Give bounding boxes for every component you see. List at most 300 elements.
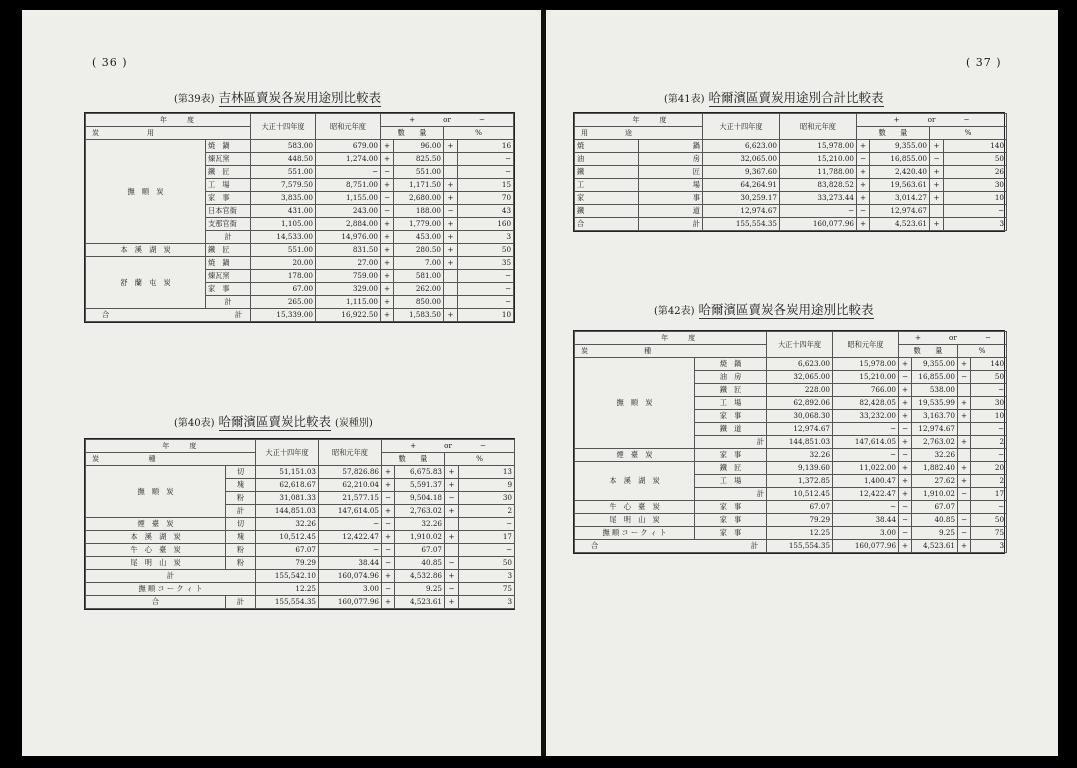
value-taisho-14: 30,068.30 <box>767 410 833 423</box>
table-row <box>86 583 515 596</box>
use-label: 家 事 <box>695 449 767 462</box>
use-label: 工 場 <box>695 475 767 488</box>
diff-sign: + <box>899 475 912 488</box>
table-number: (第42表) <box>654 306 695 317</box>
percent-sign <box>444 296 458 309</box>
value-showa-1: 14,976.00 <box>316 231 381 244</box>
value-taisho-14: 551.00 <box>251 244 316 257</box>
use-label: 家 事 <box>695 527 767 540</box>
diff-quantity: 2,763.02 <box>395 505 445 518</box>
value-taisho-14: 551.00 <box>251 166 316 179</box>
coal-size: 切 <box>226 466 256 479</box>
value-showa-1: 11,788.00 <box>780 166 857 179</box>
table-row <box>86 596 515 609</box>
coal-name: 本 溪 湖 炭 <box>86 531 226 544</box>
percent-sign: − <box>445 583 459 596</box>
diff-percent: 10 <box>971 410 1007 423</box>
diff-percent: 2 <box>971 436 1007 449</box>
header-corner-lower <box>575 345 767 358</box>
use-label: 煉瓦窯 <box>206 153 251 166</box>
percent-sign: + <box>930 140 944 153</box>
diff-quantity: 9,504.18 <box>395 492 445 505</box>
header-taisho-14: 大正十四年度 <box>703 114 780 140</box>
header-or: or <box>927 115 936 124</box>
header-label: 炭 <box>92 129 99 137</box>
diff-quantity: 7.00 <box>394 257 444 270</box>
table-row <box>575 205 1007 218</box>
diff-percent: 30 <box>459 492 515 505</box>
value-taisho-14: 31,081.33 <box>256 492 319 505</box>
diff-quantity: 27.62 <box>912 475 958 488</box>
value-showa-1: − <box>833 449 899 462</box>
diff-percent: 20 <box>971 462 1007 475</box>
value-showa-1: 160,077.96 <box>319 596 382 609</box>
diff-percent: 13 <box>459 466 515 479</box>
table-row <box>86 140 514 153</box>
header-plus: + <box>893 115 900 124</box>
header-percent: % <box>444 127 514 140</box>
percent-sign: + <box>444 309 458 322</box>
diff-quantity: 67.07 <box>395 544 445 557</box>
use-label: 鐵 匠 <box>695 462 767 475</box>
percent-sign: + <box>930 179 944 192</box>
value-taisho-14: 32,065.00 <box>703 153 780 166</box>
diff-sign: + <box>381 140 394 153</box>
diff-quantity: 538.00 <box>912 384 958 397</box>
coal-size: 粉 <box>226 557 256 570</box>
diff-percent: − <box>971 423 1007 436</box>
percent-sign: + <box>930 192 944 205</box>
value-taisho-14: 144,851.03 <box>767 436 833 449</box>
value-showa-1: − <box>316 166 381 179</box>
percent-sign: + <box>444 179 458 192</box>
diff-sign: + <box>857 140 870 153</box>
diff-percent: 140 <box>971 358 1007 371</box>
coal-size: 計 <box>226 505 256 518</box>
use-label: 家 事 <box>206 192 251 205</box>
value-taisho-14: 62,892.06 <box>767 397 833 410</box>
value-taisho-14: 62,618.67 <box>256 479 319 492</box>
coal-size: 塊 <box>226 531 256 544</box>
header-showa-1: 昭和元年度 <box>316 114 381 140</box>
value-taisho-14: 9,139.60 <box>767 462 833 475</box>
table-row <box>575 179 1007 192</box>
header-label: 種 <box>644 347 652 355</box>
header-showa-1: 昭和元年度 <box>833 332 899 358</box>
diff-percent: 160 <box>458 218 514 231</box>
diff-quantity: 825.50 <box>394 153 444 166</box>
value-showa-1: 160,077.96 <box>833 540 899 553</box>
percent-sign <box>958 501 971 514</box>
use-label: 家 事 <box>695 410 767 423</box>
diff-percent: − <box>944 205 1007 218</box>
percent-sign <box>445 518 459 531</box>
value-showa-1: 38.44 <box>833 514 899 527</box>
diff-sign: − <box>381 166 394 179</box>
grand-label-end: 計 <box>750 541 759 550</box>
percent-sign <box>930 205 944 218</box>
diff-sign: + <box>382 466 395 479</box>
value-taisho-14: 67.07 <box>256 544 319 557</box>
diff-quantity: 453.00 <box>394 231 444 244</box>
header-plus: + <box>915 333 922 342</box>
subtotal-label: 計 <box>206 231 251 244</box>
use-label: 焼 鍋 <box>206 257 251 270</box>
value-showa-1: 57,826.86 <box>319 466 382 479</box>
diff-sign: − <box>899 514 912 527</box>
percent-sign: − <box>958 527 971 540</box>
coal-size: 計 <box>226 596 256 609</box>
percent-sign: + <box>445 596 459 609</box>
value-taisho-14: 155,554.35 <box>767 540 833 553</box>
table-39-grid <box>85 113 514 322</box>
percent-sign: − <box>930 153 944 166</box>
value-taisho-14: 6,623.00 <box>703 140 780 153</box>
coal-name: 撫 順 炭 <box>86 466 226 518</box>
header-taisho-14: 大正十四年度 <box>256 440 319 466</box>
percent-sign: + <box>930 166 944 179</box>
header-corner <box>575 114 703 127</box>
coal-size: 切 <box>226 518 256 531</box>
coal-name: 撫 順 コ ー ク ィ ト <box>575 527 695 540</box>
header-quantity: 數 量 <box>899 345 958 358</box>
diff-quantity: 1,779.00 <box>394 218 444 231</box>
value-showa-1: 21,577.15 <box>319 492 382 505</box>
value-showa-1: 33,273.44 <box>780 192 857 205</box>
value-showa-1: 11,022.00 <box>833 462 899 475</box>
diff-quantity: 2,680.00 <box>394 192 444 205</box>
diff-quantity: 188.00 <box>394 205 444 218</box>
diff-percent: − <box>971 384 1007 397</box>
value-showa-1: − <box>833 501 899 514</box>
coal-name: 本 溪 湖 炭 <box>86 244 206 257</box>
diff-quantity: 850.00 <box>394 296 444 309</box>
table-title: 哈爾濱區賣炭各炭用途別比較表 <box>698 302 874 317</box>
header-plus-or-minus <box>382 440 515 453</box>
diff-sign: + <box>382 570 395 583</box>
use-label-end: 計 <box>639 218 703 231</box>
table-row <box>86 557 515 570</box>
table-title: 哈爾濱區賣炭比較表 <box>218 414 332 429</box>
diff-sign: + <box>381 244 394 257</box>
diff-quantity: 9,355.00 <box>912 358 958 371</box>
diff-percent: 17 <box>971 488 1007 501</box>
percent-sign: + <box>930 218 944 231</box>
value-showa-1: 759.00 <box>316 270 381 283</box>
diff-quantity: 6,675.83 <box>395 466 445 479</box>
diff-sign: − <box>382 544 395 557</box>
header-minus: − <box>478 115 485 124</box>
use-label-start: 油 <box>575 153 639 166</box>
use-label-start: 鐵 <box>575 205 639 218</box>
diff-percent: 50 <box>458 244 514 257</box>
header-minus: − <box>479 441 486 450</box>
diff-percent: 50 <box>944 153 1007 166</box>
table-row <box>575 514 1007 527</box>
table-39-title <box>174 88 381 106</box>
diff-percent: 43 <box>458 205 514 218</box>
grand-total-label <box>575 540 767 553</box>
header-corner <box>86 440 256 453</box>
table-41-title <box>664 88 884 106</box>
diff-sign: + <box>382 596 395 609</box>
grand-label-start: 合 <box>102 310 110 319</box>
value-taisho-14: 6,623.00 <box>767 358 833 371</box>
diff-sign: + <box>381 218 394 231</box>
table-row <box>575 192 1007 205</box>
grand-total-row <box>86 309 514 322</box>
table-row <box>86 544 515 557</box>
percent-sign: + <box>445 505 459 518</box>
use-label: 家 事 <box>206 283 251 296</box>
percent-sign: + <box>958 540 971 553</box>
use-label: 鐵 匠 <box>695 384 767 397</box>
percent-sign <box>445 544 459 557</box>
table-row <box>86 466 515 479</box>
diff-sign: + <box>381 283 394 296</box>
diff-percent: − <box>971 501 1007 514</box>
value-showa-1: − <box>833 423 899 436</box>
header-plus-or-minus <box>857 114 1007 127</box>
value-taisho-14: 144,851.03 <box>256 505 319 518</box>
value-showa-1: 147,614.05 <box>319 505 382 518</box>
diff-quantity: 9,355.00 <box>870 140 930 153</box>
header-or: or <box>443 115 451 124</box>
percent-sign: + <box>444 257 458 270</box>
use-label: 工 場 <box>695 397 767 410</box>
percent-sign: − <box>445 557 459 570</box>
header-plus: + <box>409 115 416 124</box>
header-corner-lower <box>86 453 256 466</box>
coal-name: 尾 明 山 炭 <box>86 557 226 570</box>
value-showa-1: 2,884.00 <box>316 218 381 231</box>
percent-sign: + <box>445 531 459 544</box>
coal-name: 撫 順 炭 <box>86 140 206 244</box>
value-showa-1: 82,428.05 <box>833 397 899 410</box>
diff-sign: + <box>899 488 912 501</box>
value-taisho-14: 12,974.67 <box>703 205 780 218</box>
value-showa-1: − <box>319 544 382 557</box>
value-showa-1: 3.00 <box>833 527 899 540</box>
percent-sign: − <box>958 371 971 384</box>
coal-size: 粉 <box>226 492 256 505</box>
table-row <box>575 449 1007 462</box>
percent-sign: − <box>444 205 458 218</box>
diff-quantity: 40.85 <box>912 514 958 527</box>
diff-quantity: 1,171.50 <box>394 179 444 192</box>
use-label: 鐵 匠 <box>206 244 251 257</box>
header-year: 年 <box>162 442 170 450</box>
diff-quantity: 40.85 <box>395 557 445 570</box>
value-taisho-14: 51,151.03 <box>256 466 319 479</box>
percent-sign: + <box>444 231 458 244</box>
coal-name: 煙 臺 炭 <box>575 449 695 462</box>
use-label-end: 道 <box>639 205 703 218</box>
percent-sign: + <box>444 192 458 205</box>
percent-sign <box>444 283 458 296</box>
use-label: 鐵 道 <box>695 423 767 436</box>
use-label-end: 事 <box>639 192 703 205</box>
coal-name: 計 <box>86 570 256 583</box>
value-showa-1: 62,210.04 <box>319 479 382 492</box>
diff-sign: + <box>381 296 394 309</box>
value-taisho-14: 228.00 <box>767 384 833 397</box>
value-taisho-14: 3,835.00 <box>251 192 316 205</box>
percent-sign: + <box>958 462 971 475</box>
percent-sign: + <box>958 475 971 488</box>
coal-name: 牛 心 臺 炭 <box>86 544 226 557</box>
use-label: 煉瓦窯 <box>206 270 251 283</box>
diff-quantity: 32.26 <box>395 518 445 531</box>
diff-percent: 30 <box>971 397 1007 410</box>
value-taisho-14: 155,554.35 <box>256 596 319 609</box>
diff-percent: 75 <box>971 527 1007 540</box>
diff-sign: − <box>899 501 912 514</box>
diff-percent: 30 <box>944 179 1007 192</box>
right-page <box>546 10 1058 756</box>
value-taisho-14: 431.00 <box>251 205 316 218</box>
value-taisho-14: 448.50 <box>251 153 316 166</box>
value-showa-1: 15,978.00 <box>780 140 857 153</box>
grand-total-label <box>86 309 251 322</box>
header-degree: 度 <box>688 334 696 342</box>
diff-sign: + <box>899 540 912 553</box>
diff-sign: + <box>899 436 912 449</box>
diff-quantity: 67.07 <box>912 501 958 514</box>
table-41-grid <box>574 113 1007 231</box>
diff-percent: 2 <box>459 505 515 518</box>
table-number: (第41表) <box>664 94 705 105</box>
diff-sign: + <box>857 179 870 192</box>
diff-quantity: 9.25 <box>912 527 958 540</box>
diff-quantity: 1,583.50 <box>394 309 444 322</box>
value-showa-1: 243.00 <box>316 205 381 218</box>
diff-quantity: 9.25 <box>395 583 445 596</box>
value-showa-1: 766.00 <box>833 384 899 397</box>
diff-sign: + <box>857 218 870 231</box>
value-showa-1: 679.00 <box>316 140 381 153</box>
value-taisho-14: 1,372.85 <box>767 475 833 488</box>
diff-sign: − <box>899 371 912 384</box>
diff-quantity: 1,882.40 <box>912 462 958 475</box>
percent-sign: + <box>958 397 971 410</box>
table-row <box>575 527 1007 540</box>
diff-quantity: 19,563.61 <box>870 179 930 192</box>
header-percent: % <box>445 453 515 466</box>
diff-quantity: 280.50 <box>394 244 444 257</box>
diff-quantity: 2,763.02 <box>912 436 958 449</box>
table-40-grid <box>85 439 515 609</box>
header-label: 途 <box>624 129 632 137</box>
use-label: 油 房 <box>695 371 767 384</box>
value-taisho-14: 32.26 <box>256 518 319 531</box>
left-page <box>22 10 541 756</box>
percent-sign <box>444 166 458 179</box>
value-taisho-14: 79.29 <box>767 514 833 527</box>
value-showa-1: 160,077.96 <box>780 218 857 231</box>
coal-size: 粉 <box>226 544 256 557</box>
diff-quantity: 1,910.02 <box>912 488 958 501</box>
use-label-end: 匠 <box>639 166 703 179</box>
header-degree: 度 <box>189 442 197 450</box>
value-showa-1: 38.44 <box>319 557 382 570</box>
header-corner-lower <box>86 127 251 140</box>
header-quantity: 數 量 <box>381 127 444 140</box>
percent-sign: + <box>444 244 458 257</box>
header-degree: 度 <box>659 116 667 124</box>
table-row <box>575 166 1007 179</box>
coal-name: 撫 順 コ ー ク ィ ト <box>86 583 256 596</box>
percent-sign: − <box>958 514 971 527</box>
diff-quantity: 581.00 <box>394 270 444 283</box>
diff-sign: − <box>382 492 395 505</box>
diff-sign: − <box>382 583 395 596</box>
diff-percent: 17 <box>459 531 515 544</box>
diff-quantity: 12,974.67 <box>912 423 958 436</box>
value-showa-1: 15,210.00 <box>833 371 899 384</box>
diff-percent: 3 <box>944 218 1007 231</box>
diff-sign: + <box>381 270 394 283</box>
diff-sign: + <box>899 397 912 410</box>
diff-percent: 50 <box>971 371 1007 384</box>
header-row-1 <box>575 114 1007 127</box>
use-label: 鐵 匠 <box>206 166 251 179</box>
table-42-title <box>654 300 874 318</box>
diff-quantity: 551.00 <box>394 166 444 179</box>
diff-percent: 10 <box>944 192 1007 205</box>
table-row <box>86 531 515 544</box>
diff-percent: 50 <box>971 514 1007 527</box>
table-row <box>575 501 1007 514</box>
subtotal-label: 計 <box>695 488 767 501</box>
diff-percent: 75 <box>459 583 515 596</box>
diff-quantity: 19,535.99 <box>912 397 958 410</box>
page-number: ( 37 ) <box>966 56 1002 69</box>
header-quantity: 數 量 <box>382 453 445 466</box>
value-taisho-14: 7,579.50 <box>251 179 316 192</box>
value-taisho-14: 32,065.00 <box>767 371 833 384</box>
use-label-start: 家 <box>575 192 639 205</box>
value-taisho-14: 1,105.00 <box>251 218 316 231</box>
use-label: 家 事 <box>695 501 767 514</box>
value-taisho-14: 67.07 <box>767 501 833 514</box>
use-label: 家 事 <box>695 514 767 527</box>
percent-sign <box>958 449 971 462</box>
header-taisho-14: 大正十四年度 <box>251 114 316 140</box>
value-showa-1: − <box>780 205 857 218</box>
diff-percent: 35 <box>458 257 514 270</box>
diff-sign: + <box>381 257 394 270</box>
header-year: 年 <box>160 116 167 124</box>
diff-sign: + <box>899 384 912 397</box>
value-showa-1: 329.00 <box>316 283 381 296</box>
table-40-title <box>174 412 373 430</box>
value-showa-1: 15,978.00 <box>833 358 899 371</box>
value-showa-1: 160,074.96 <box>319 570 382 583</box>
percent-sign <box>958 423 971 436</box>
header-row-1 <box>86 440 515 453</box>
subtotal-label: 計 <box>206 296 251 309</box>
use-label-end: 場 <box>639 179 703 192</box>
diff-percent: 3 <box>971 540 1007 553</box>
value-taisho-14: 12.25 <box>767 527 833 540</box>
use-label: 工 場 <box>206 179 251 192</box>
value-taisho-14: 155,554.35 <box>703 218 780 231</box>
diff-sign: − <box>857 205 870 218</box>
table-title: 吉林區賣炭各炭用途別比較表 <box>218 90 382 105</box>
table-39 <box>84 112 515 323</box>
percent-sign: + <box>958 358 971 371</box>
